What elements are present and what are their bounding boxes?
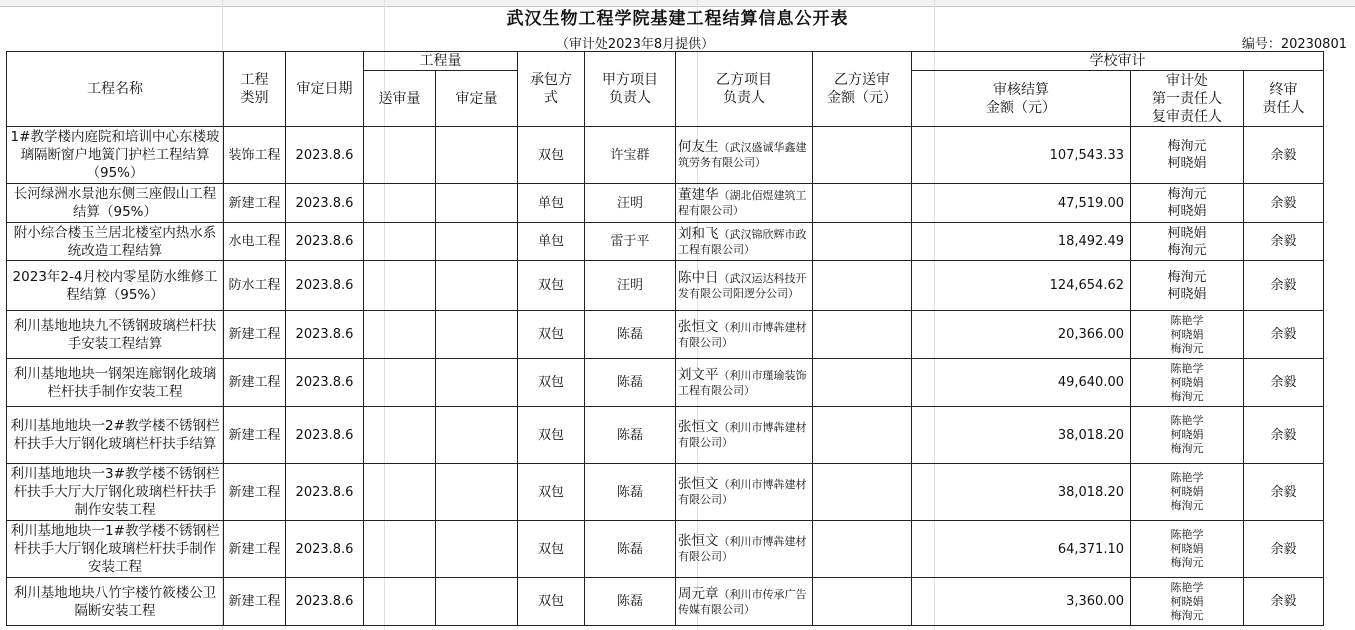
project-type-cell: 新建工程 [224,521,286,578]
project-type-cell: 防水工程 [224,261,286,311]
header-audit-amount: 审核结算 金额（元） [912,71,1131,127]
party-a-cell: 陈磊 [585,578,676,626]
qty-fixed-cell [436,261,518,311]
page-title: 武汉生物工程学院基建工程结算信息公开表 [506,9,849,29]
project-name-cell: 附小综合楼玉兰居北楼室内热水系统改造工程结算 [7,223,224,261]
qty-send-cell [364,407,436,464]
party-b-company: （利川市博犇建材有限公司） [678,478,807,506]
review-date-cell: 2023.8.6 [286,578,364,626]
header-school-audit: 学校审计 [912,52,1324,71]
party-b-cell [676,261,813,311]
project-name-cell: 利川基地地块一钢架连廊钢化玻璃栏杆扶手制作安装工程 [7,359,224,407]
qty-fixed-cell [436,184,518,223]
party-a-cell: 陈磊 [585,407,676,464]
reviewers-cell: 陈艳学 柯晓娟 梅洵元 [1131,464,1244,521]
table-row [7,127,1324,184]
project-type-cell: 新建工程 [224,311,286,359]
party-b-person: 张恒文 [678,476,719,492]
audit-amount-cell: 38,018.20 [912,407,1131,464]
qty-fixed-cell [436,223,518,261]
project-name-cell: 利川基地地块一3#教学楼不锈钢栏杆扶手大厅大厅钢化玻璃栏杆扶手制作安装工程 [7,464,224,521]
contract-cell: 双包 [518,464,585,521]
final-reviewer-cell: 余毅 [1244,521,1324,578]
audit-amount-cell: 47,519.00 [912,184,1131,223]
party-b-person: 陈中日 [678,269,719,286]
contract-cell: 双包 [518,261,585,311]
qty-fixed-cell [436,521,518,578]
reviewers-cell: 陈艳学 柯晓娟 梅洵元 [1131,407,1244,464]
qty-send-cell [364,311,436,359]
qty-fixed-cell [436,578,518,626]
party-b-cell [676,311,813,359]
document-code: 编号：20230801 [1241,37,1347,52]
audit-amount-cell: 18,492.49 [912,223,1131,261]
project-name-cell: 利川基地地块八竹宇楼竹筱楼公卫隔断安装工程 [7,578,224,626]
contract-cell: 双包 [518,407,585,464]
project-type-cell: 水电工程 [224,223,286,261]
project-name-cell: 利川基地地块一1#教学楼不锈钢栏杆扶手大厅钢化玻璃栏杆扶手制作安装工程 [7,521,224,578]
party-b-company: （武汉运达科技开发有限公司阳逻分公司） [678,271,807,300]
qty-send-cell [364,223,436,261]
reviewers-cell: 陈艳学 柯晓娟 梅洵元 [1131,521,1244,578]
table-row [7,407,1324,464]
project-name-cell: 2023年2-4月校内零星防水维修工程结算（95%） [7,261,224,311]
party-b-person: 周元章 [678,585,719,602]
table-row [7,521,1324,578]
header-final-reviewer: 终审 责任人 [1244,71,1324,127]
review-date-cell: 2023.8.6 [286,127,364,184]
party-b-company: （利川市博犇建材有限公司） [678,421,807,449]
project-type-cell: 新建工程 [224,407,286,464]
party-b-amount-cell [813,223,912,261]
qty-fixed-cell [436,407,518,464]
qty-send-cell [364,127,436,184]
project-type-cell: 装饰工程 [224,127,286,184]
project-type-cell: 新建工程 [224,359,286,407]
table-row [7,578,1324,626]
header-date: 审定日期 [286,52,364,127]
party-b-company: （武汉锦欣辉市政工程有限公司） [678,227,807,256]
party-b-amount-cell [813,464,912,521]
reviewers-cell: 陈艳学 柯晓娟 梅洵元 [1131,311,1244,359]
party-a-cell: 陈磊 [585,464,676,521]
party-b-company: （武汉盛诚华鑫建筑劳务有限公司） [678,141,807,169]
qty-send-cell [364,261,436,311]
table-row [7,464,1324,521]
project-name-cell: 利川基地地块九不锈钢玻璃栏杆扶手安装工程结算 [7,311,224,359]
page-subtitle: （审计处2023年8月提供） [555,37,715,52]
table-row [7,311,1324,359]
party-a-cell: 汪明 [585,184,676,223]
contract-cell: 双包 [518,521,585,578]
table-row [7,261,1324,311]
table-row [7,184,1324,223]
qty-send-cell [364,359,436,407]
header-contract: 承包方 式 [518,52,585,127]
party-b-amount-cell [813,127,912,184]
header-quantity: 工程量 [364,52,518,71]
reviewers-cell: 梅洵元 柯晓娟 [1131,127,1244,184]
party-a-cell: 雷于平 [585,223,676,261]
party-b-person: 张恒文 [678,533,719,549]
final-reviewer-cell: 余毅 [1244,359,1324,407]
review-date-cell: 2023.8.6 [286,464,364,521]
party-b-cell [676,127,813,184]
party-b-cell [676,359,813,407]
party-a-cell: 陈磊 [585,521,676,578]
party-b-amount-cell [813,359,912,407]
table-row [7,359,1324,407]
party-b-person: 刘和飞 [678,225,719,242]
party-b-company: （利川市传承广告传媒有限公司） [678,587,807,616]
audit-amount-cell: 20,366.00 [912,311,1131,359]
party-b-company: （利川市瑾瑜装饰工程有限公司） [678,368,807,397]
reviewers-cell: 陈艳学 柯晓娟 梅洵元 [1131,359,1244,407]
final-reviewer-cell: 余毅 [1244,261,1324,311]
party-b-cell [676,578,813,626]
party-b-cell [676,521,813,578]
party-b-amount-cell [813,407,912,464]
project-name-cell: 长河绿洲水景池东侧三座假山工程结算（95%） [7,184,224,223]
qty-fixed-cell [436,464,518,521]
final-reviewer-cell: 余毅 [1244,407,1324,464]
contract-cell: 单包 [518,223,585,261]
review-date-cell: 2023.8.6 [286,521,364,578]
contract-cell: 双包 [518,578,585,626]
header-party-b-amount: 乙方送审 金额（元） [813,52,912,127]
party-b-company: （利川市博犇建材有限公司） [678,535,807,563]
audit-amount-cell: 3,360.00 [912,578,1131,626]
qty-fixed-cell [436,127,518,184]
review-date-cell: 2023.8.6 [286,223,364,261]
reviewers-cell: 柯晓娟 梅洵元 [1131,223,1244,261]
party-b-amount-cell [813,578,912,626]
header-first-reviewer: 审计处 第一责任人 复审责任人 [1131,71,1244,127]
reviewers-cell: 梅洵元 柯晓娟 [1131,261,1244,311]
party-a-cell: 许宝群 [585,127,676,184]
final-reviewer-cell: 余毅 [1244,127,1324,184]
audit-amount-cell: 38,018.20 [912,464,1131,521]
party-b-company: （利川市博犇建材有限公司） [678,320,807,349]
spreadsheet-column-header [0,0,1355,7]
project-type-cell: 新建工程 [224,464,286,521]
qty-fixed-cell [436,311,518,359]
review-date-cell: 2023.8.6 [286,359,364,407]
header-party-a: 甲方项目 负责人 [585,52,676,127]
final-reviewer-cell: 余毅 [1244,464,1324,521]
review-date-cell: 2023.8.6 [286,311,364,359]
party-a-cell: 汪明 [585,261,676,311]
contract-cell: 单包 [518,184,585,223]
project-name-cell: 利川基地地块一2#教学楼不锈钢栏杆扶手大厅钢化玻璃栏杆扶手结算 [7,407,224,464]
party-b-cell [676,223,813,261]
final-reviewer-cell: 余毅 [1244,311,1324,359]
header-qty-fixed: 审定量 [436,71,518,127]
party-b-cell [676,184,813,223]
contract-cell: 双包 [518,311,585,359]
qty-send-cell [364,521,436,578]
settlement-table [6,51,1324,626]
reviewers-cell: 梅洵元 柯晓娟 [1131,184,1244,223]
header-qty-send: 送审量 [364,71,436,127]
review-date-cell: 2023.8.6 [286,407,364,464]
audit-amount-cell: 49,640.00 [912,359,1131,407]
contract-cell: 双包 [518,359,585,407]
party-b-amount-cell [813,311,912,359]
qty-send-cell [364,578,436,626]
party-b-person: 董建华 [678,187,719,203]
party-b-amount-cell [813,521,912,578]
audit-amount-cell: 107,543.33 [912,127,1131,184]
review-date-cell: 2023.8.6 [286,261,364,311]
header-party-b: 乙方项目 负责人 [676,52,813,127]
header-type: 工程 类别 [224,52,286,127]
qty-fixed-cell [436,359,518,407]
party-b-person: 刘文平 [678,366,719,383]
qty-send-cell [364,464,436,521]
reviewers-cell: 陈艳学 柯晓娟 梅洵元 [1131,578,1244,626]
audit-amount-cell: 64,371.10 [912,521,1131,578]
party-b-person: 何友生 [678,139,719,155]
qty-send-cell [364,184,436,223]
party-a-cell: 陈磊 [585,311,676,359]
final-reviewer-cell: 余毅 [1244,223,1324,261]
audit-amount-cell: 124,654.62 [912,261,1131,311]
party-b-person: 张恒文 [678,419,719,435]
project-type-cell: 新建工程 [224,578,286,626]
party-a-cell: 陈磊 [585,359,676,407]
party-b-cell [676,464,813,521]
project-name-cell: 1#教学楼内庭院和培训中心东楼玻璃隔断窗户地簧门护栏工程结算（95%） [7,127,224,184]
contract-cell: 双包 [518,127,585,184]
party-b-company: （湖北佰煜建筑工程有限公司） [678,189,807,217]
header-name: 工程名称 [7,52,224,127]
project-type-cell: 新建工程 [224,184,286,223]
final-reviewer-cell: 余毅 [1244,578,1324,626]
party-b-amount-cell [813,261,912,311]
review-date-cell: 2023.8.6 [286,184,364,223]
party-b-person: 张恒文 [678,318,719,335]
table-row [7,223,1324,261]
party-b-cell [676,407,813,464]
final-reviewer-cell: 余毅 [1244,184,1324,223]
party-b-amount-cell [813,184,912,223]
